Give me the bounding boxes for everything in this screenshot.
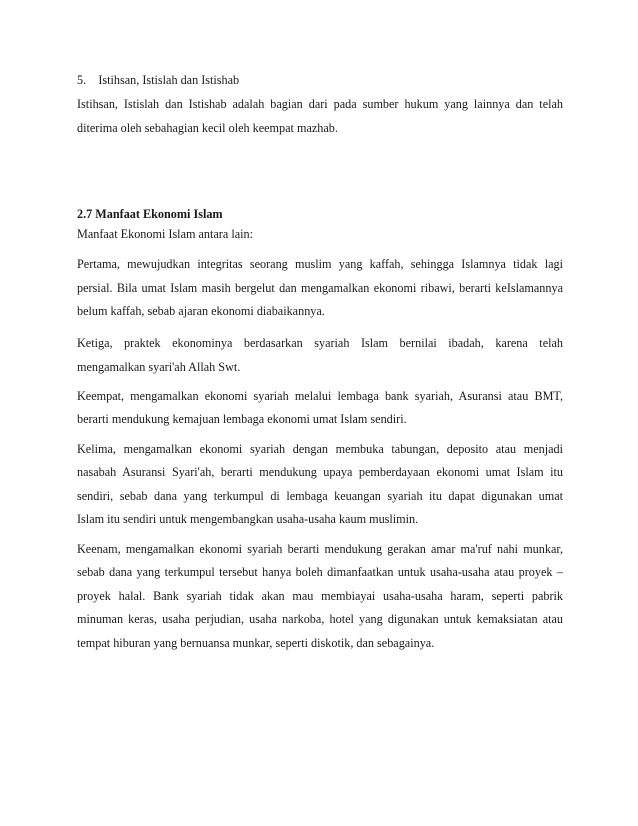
section-5-title: Istihsan, Istislah dan Istishab [98, 73, 240, 87]
paragraph-line: berarti mendukung kemajuan lembaga ekonomi umat Islam sendiri. [77, 412, 407, 426]
section-5-number: 5. [77, 73, 87, 87]
paragraph-line: nasabah Asuransi Syari'ah, berarti mendukung upaya pemberdayaan ekonomi umat Islam itu [77, 465, 563, 479]
paragraph-line: Islam itu sendiri untuk mengembangkan usaha-usaha kaum muslimin. [77, 512, 419, 526]
paragraph-line: persial. Bila umat Islam masih bergelut dan mengamalkan ekonomi ribawi, berarti keIslamannya [77, 281, 563, 295]
section-5-heading [77, 73, 563, 87]
section-heading: 2.7 Manfaat Ekonomi Islam [77, 207, 223, 221]
paragraph-line: proyek halal. Bank syariah tidak akan mau membiayai usaha-usaha haram, seperti pabrik [77, 589, 563, 603]
paragraph-line: sebab dana yang terkumpul tersebut hanya boleh dimanfaatkan untuk usaha-usaha atau proyek – [77, 565, 563, 579]
section-5-line: Istihsan, Istislah dan Istishab adalah bagian dari pada sumber hukum yang lainnya dan telah [77, 97, 563, 111]
section-5-line: diterima oleh sebahagian kecil oleh keempat mazhab. [77, 121, 338, 135]
section-intro: Manfaat Ekonomi Islam antara lain: [77, 227, 253, 241]
paragraph-line: Keenam, mengamalkan ekonomi syariah berarti mendukung gerakan amar ma'ruf nahi munkar, [77, 542, 563, 556]
paragraph-line: mengamalkan syari'ah Allah Swt. [77, 360, 241, 374]
paragraph-line: sendiri, sebab dana yang terkumpul di lembaga keuangan syariah itu dapat digunakan umat [77, 489, 563, 503]
paragraph-line: Keempat, mengamalkan ekonomi syariah melalui lembaga bank syariah, Asuransi atau BMT, [77, 389, 563, 403]
paragraph-line: belum kaffah, sebab ajaran ekonomi diabaikannya. [77, 304, 325, 318]
paragraph-line: tempat hiburan yang bernuansa munkar, seperti diskotik, dan sebagainya. [77, 636, 435, 650]
paragraph-line: Kelima, mengamalkan ekonomi syariah dengan membuka tabungan, deposito atau menjadi [77, 442, 563, 456]
paragraph-line: minuman keras, usaha perjudian, usaha narkoba, hotel yang digunakan untuk kemaksiatan atau [77, 612, 563, 626]
paragraph-line: Ketiga, praktek ekonominya berdasarkan syariah Islam bernilai ibadah, karena telah [77, 336, 563, 350]
paragraph-line: Pertama, mewujudkan integritas seorang muslim yang kaffah, sehingga Islamnya tidak lagi [77, 257, 563, 271]
